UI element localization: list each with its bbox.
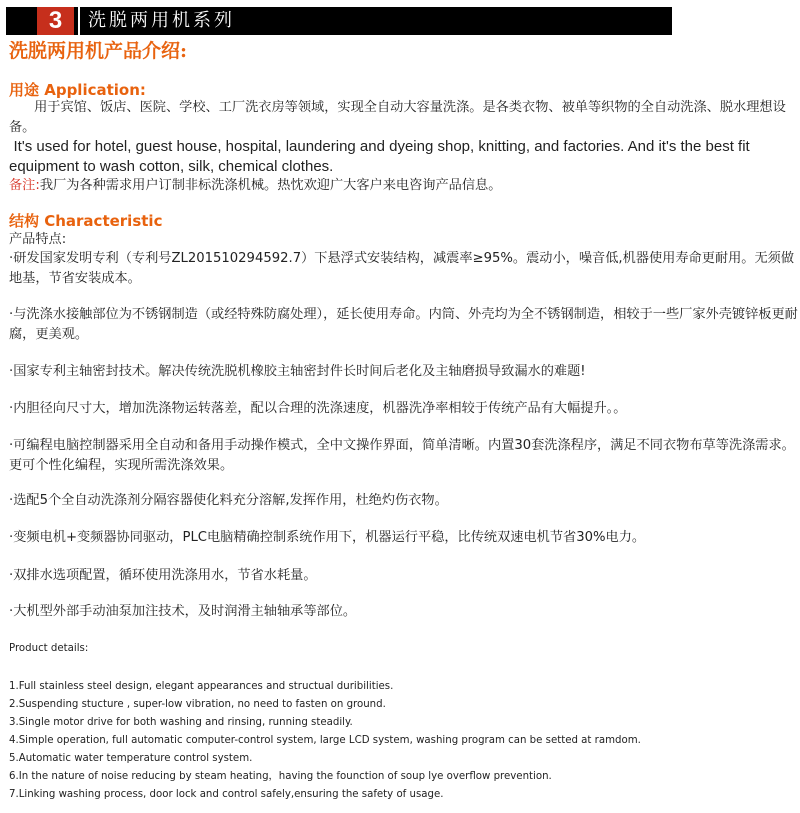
product-details-heading: Product details: bbox=[9, 643, 89, 654]
feature-item: ·国家专利主轴密封技术。解决传统洗脱机橡胶主轴密封件长时间后老化及主轴磨损导致漏水的难题! bbox=[9, 364, 586, 379]
list-item: 1.Full stainless steel design, elegant appearances and structual duribilities. bbox=[9, 681, 394, 692]
banner-divider bbox=[78, 7, 80, 35]
page-title: 洗脱两用机产品介绍: bbox=[9, 40, 188, 62]
usage-en-text: It's used for hotel, guest house, hospital, laundering and dyeing shop, knitting, and factories. And it's the best fit equipment to wash cotton, silk, chemical clothes. bbox=[9, 138, 750, 175]
list-item: 2.Suspending stucture , super-low vibration, no need to fasten on ground. bbox=[9, 699, 386, 710]
list-item: 3.Single motor drive for both washing and rinsing, running steadily. bbox=[9, 717, 353, 728]
product-details-list bbox=[9, 678, 641, 804]
feature-item: ·与洗涤水接触部位为不锈钢制造（或经特殊防腐处理），延长使用寿命。内筒、外壳均为全不锈钢制造，相较于一些厂家外壳镀锌板更耐腐，更美观。 bbox=[9, 307, 798, 342]
feature-item: ·变频电机+变频器协同驱动，PLC电脑精确控制系统作用下，机器运行平稳，比传统双速电机节省30%电力。 bbox=[9, 530, 646, 545]
usage-note bbox=[9, 176, 799, 196]
feature-item: ·大机型外部手动油泵加注技术，及时润滑主轴轴承等部位。 bbox=[9, 604, 357, 619]
feature-item: ·可编程电脑控制器采用全自动和备用手动操作模式，全中文操作界面，简单清晰。内置30套洗涤程序，满足不同衣物布草等洗涤需求。更可个性化编程，实现所需洗涤效果。 bbox=[9, 438, 795, 473]
feature-item: ·研发国家发明专利（专利号ZL201510294592.7）下悬浮式安装结构，减震率≥95%。震动小，噪音低,机器使用寿命更耐用。无须做地基，节省安装成本。 bbox=[9, 251, 795, 286]
usage-heading: 用途 Application: bbox=[9, 81, 146, 99]
note-label: 备注: bbox=[9, 178, 40, 193]
feature-item: ·双排水选项配置，循环使用洗涤用水，节省水耗量。 bbox=[9, 568, 317, 583]
note-text: 我厂为各种需求用户订制非标洗涤机械。热忱欢迎广大客户来电咨询产品信息。 bbox=[39, 178, 502, 193]
list-item: 5.Automatic water temperature control system. bbox=[9, 753, 253, 764]
features-label: 产品特点: bbox=[9, 232, 67, 247]
structure-heading: 结构 Characteristic bbox=[9, 212, 163, 230]
list-item: 6.In the nature of noise reducing by steam heating，having the founction of soup lye overflow prevention. bbox=[9, 771, 552, 782]
feature-item: ·内胆径向尺寸大，增加洗涤物运转落差，配以合理的洗涤速度，机器洗净率相较于传统产品有大幅提升。。 bbox=[9, 401, 627, 416]
series-banner bbox=[6, 7, 672, 35]
series-title: 洗脱两用机系列 bbox=[88, 10, 235, 31]
usage-cn-text: 用于宾馆、饭店、医院、学校、工厂洗衣房等领域，实现全自动大容量洗涤。是各类衣物、被单等织物的全自动洗涤、脱水理想设备。 bbox=[9, 100, 786, 135]
series-number-badge: 3 bbox=[37, 7, 74, 35]
list-item: 7.Linking washing process, door lock and control safely,ensuring the safety of usage. bbox=[9, 789, 444, 800]
feature-item: ·选配5个全自动洗涤剂分隔容器使化料充分溶解,发挥作用，杜绝灼伤衣物。 bbox=[9, 493, 448, 508]
list-item: 4.Simple operation, full automatic computer-control system, large LCD system, washing program can be setted at ramdom. bbox=[9, 735, 641, 746]
